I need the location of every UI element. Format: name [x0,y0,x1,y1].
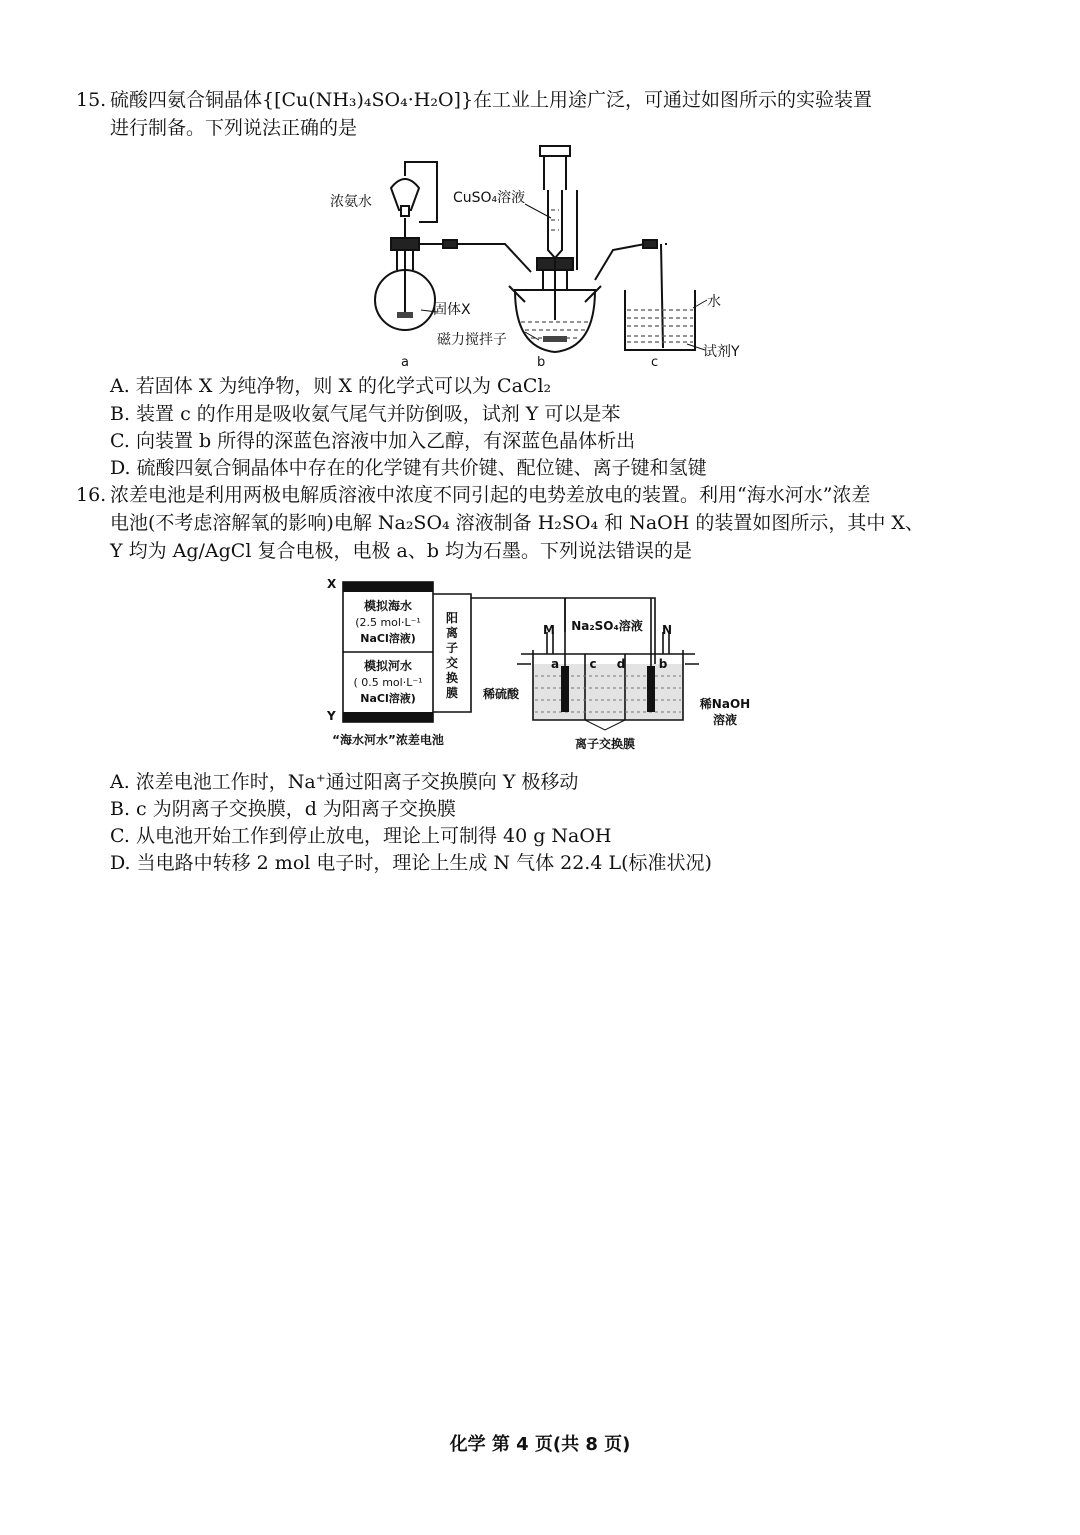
label-cuso4: CuSO₄溶液 [453,190,526,206]
label-stirrer: 磁力搅拌子 [437,332,507,348]
q16-cell-figure [325,572,755,757]
q15-option-c: C. 向装置 b 所得的深蓝色溶液中加入乙醇，有深蓝色晶体析出 [110,430,636,452]
svg-text:膜: 膜 [445,686,459,700]
svg-text:稀NaOH: 稀NaOH [699,697,751,711]
svg-text:NaCl溶液): NaCl溶液) [360,632,416,645]
q15-option-a: A. 若固体 X 为纯净物，则 X 的化学式可以为 CaCl₂ [110,375,552,397]
q15-option-b: B. 装置 c 的作用是吸收氨气尾气并防倒吸，试剂 Y 可以是苯 [110,403,621,425]
q16-option-c: C. 从电池开始工作到停止放电，理论上可制得 40 g NaOH [110,825,612,847]
q16-stem-line3: Y 均为 Ag/AgCl 复合电极，电极 a、b 均为石墨。下列说法错误的是 [110,540,693,562]
q15-number: 15. [76,89,107,111]
svg-text:(2.5 mol·L⁻¹: (2.5 mol·L⁻¹ [355,616,421,629]
svg-text:Y: Y [327,709,336,723]
svg-text:a: a [550,657,560,671]
svg-text:b: b [658,657,668,671]
q15-option-d: D. 硫酸四氨合铜晶体中存在的化学键有共价键、配位键、离子键和氢键 [110,457,707,479]
svg-text:子: 子 [445,641,459,655]
q15-stem-line2: 进行制备。下列说法正确的是 [110,117,358,139]
svg-text:X: X [327,577,337,591]
q16-number: 16. [76,484,107,506]
svg-text:阳: 阳 [445,611,459,625]
label-water: 水 [707,294,721,310]
svg-text:离: 离 [445,626,459,640]
svg-text:离子交换膜: 离子交换膜 [574,737,636,751]
svg-text:稀硫酸: 稀硫酸 [482,687,520,701]
svg-text:换: 换 [445,671,459,685]
q15-apparatus-figure [325,140,755,375]
svg-text:溶液: 溶液 [712,713,738,727]
svg-text:NaCl溶液): NaCl溶液) [360,692,416,705]
label-a: a [401,355,409,370]
label-b: b [537,355,546,370]
page-footer: 化学 第 4 页(共 8 页) [449,1434,631,1455]
svg-text:M: M [543,623,555,637]
q16-option-a: A. 浓差电池工作时，Na⁺通过阳离子交换膜向 Y 极移动 [110,771,579,793]
q16-option-d: D. 当电路中转移 2 mol 电子时，理论上生成 N 气体 22.4 L(标准状况) [110,852,712,874]
svg-text:模拟河水: 模拟河水 [363,659,413,673]
battery-caption: “海水河水”浓差电池 [332,733,444,747]
label-reagent-y: 试剂Y [703,344,740,360]
label-solid-x: 固体X [433,302,471,318]
svg-text:N: N [661,623,673,637]
svg-text:c: c [589,657,597,671]
q16-option-b: B. c 为阴离子交换膜，d 为阳离子交换膜 [110,798,456,820]
label-ammonia: 浓氨水 [330,194,372,210]
svg-text:( 0.5 mol·L⁻¹: ( 0.5 mol·L⁻¹ [353,676,423,689]
svg-text:d: d [616,657,626,671]
svg-text:交: 交 [445,656,459,670]
svg-text:Na₂SO₄溶液: Na₂SO₄溶液 [571,619,643,633]
q16-stem-line2: 电池(不考虑溶解氧的影响)电解 Na₂SO₄ 溶液制备 H₂SO₄ 和 NaOH 的装置如图所示，其中 X、 [110,512,924,534]
label-c: c [651,355,659,370]
svg-text:模拟海水: 模拟海水 [363,599,413,613]
